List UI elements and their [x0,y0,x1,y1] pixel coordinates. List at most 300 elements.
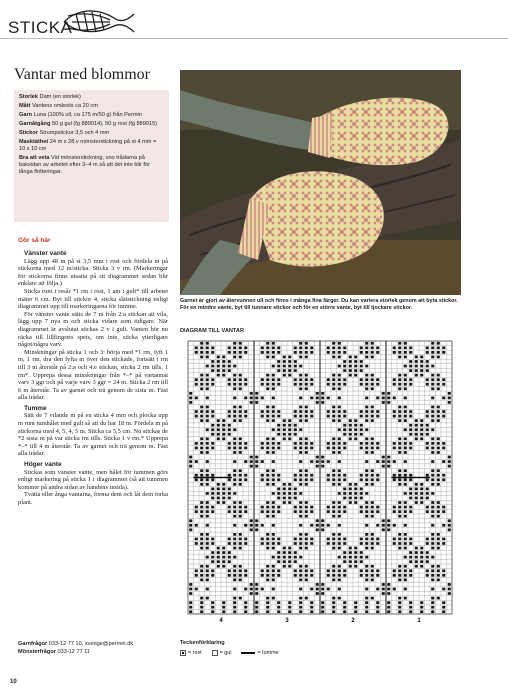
pattern-info-box [14,90,169,222]
chart-stitch-rost [272,374,275,377]
chart-stitch-rost [393,588,396,591]
chart-stitch-rost [365,346,368,349]
chart-stitch-rost [217,501,220,504]
chart-stitch-rost [404,478,407,481]
chart-stitch-rost [272,419,275,422]
chart-stitch-rost [420,360,423,363]
chart-stitch-rost [266,410,269,413]
chart-stitch-rost [305,410,308,413]
chart-stitch-rost [343,560,346,563]
chart-stitch-rost [343,569,346,572]
chart-stitch-rost [277,478,280,481]
chart-stitch-rost [360,369,363,372]
chart-stitch-rost [255,524,258,527]
chart-stitch-rost [272,378,275,381]
chart-stitch-rost [266,419,269,422]
chart-stitch-rost [382,392,385,395]
chart-stitch-rost [266,442,269,445]
chart-stitch-rost [409,556,412,559]
chart-stitch-rost [437,510,440,513]
chart-stitch-rost [211,560,214,563]
chart-stitch-rost [431,565,434,568]
chart-stitch-rost [437,579,440,582]
chart-stitch-rost [299,451,302,454]
chart-stitch-rost [426,478,429,481]
chart-stitch-rost [332,597,335,600]
chart-stitch-rost [393,378,396,381]
chart-stitch-rost [233,601,236,604]
chart-stitch-rost [387,601,390,604]
chart-stitch-rost [266,565,269,568]
chart-stitch-rost [277,442,280,445]
chart-stitch-rost [437,415,440,418]
chart-stitch-rost [332,569,335,572]
chart-stitch-rost [387,524,390,527]
chart-stitch-rost [365,342,368,345]
chart-stitch-rost [277,556,280,559]
chart-stitch-rost [288,610,291,613]
chart-stitch-rost [332,351,335,354]
chart-stitch-rost [332,406,335,409]
chart-stitch-rost [332,501,335,504]
chart-stitch-rost [305,565,308,568]
chart-stitch-rost [431,478,434,481]
chart-stitch-rost [299,597,302,600]
chart-stitch-rost [338,351,341,354]
chart-stitch-rost [217,556,220,559]
chart-stitch-rost [420,419,423,422]
chart-stitch-rost [222,433,225,436]
legend [180,648,289,658]
chart-stitch-rost [327,588,330,591]
chart-stitch-rost [266,356,269,359]
chart-stitch-rost [288,497,291,500]
chart-stitch-rost [283,424,286,427]
chart-stitch-rost [371,538,374,541]
chart-stitch-rost [261,524,264,527]
chart-stitch-rost [338,428,341,431]
chart-stitch-rost [233,419,236,422]
chart-stitch-rost [409,433,412,436]
chart-stitch-rost [206,356,209,359]
chart-stitch-rost [442,538,445,541]
chart-stitch-rost [321,601,324,604]
chart-stitch-rost [365,579,368,582]
chart-stitch-rost [255,397,258,400]
chart-stitch-rost [376,538,379,541]
chart-stitch-rost [398,601,401,604]
chart-stitch-rost [393,569,396,572]
chart-stitch-rost [233,501,236,504]
chart-stitch-rost [239,569,242,572]
chart-stitch-rost [206,342,209,345]
chart-stitch-rost [206,415,209,418]
chart-stitch-rost [266,469,269,472]
chart-stitch-rost [233,542,236,545]
chart-stitch-rost [360,424,363,427]
chart-stitch-rost [233,378,236,381]
chart-stitch-rost [222,374,225,377]
chart-stitch-rost [398,501,401,504]
chart-stitch-rost [338,510,341,513]
chart-stitch-rost [349,488,352,491]
chart-stitch-rost [431,542,434,545]
chart-stitch-rost [277,601,280,604]
chart-stitch-rost [277,378,280,381]
chart-stitch-rost [272,547,275,550]
chart-stitch-rost [371,474,374,477]
chart-stitch-rost [332,374,335,377]
chart-stitch-rost [211,424,214,427]
chart-stitch-rost [442,574,445,577]
chart-stitch-rost [305,351,308,354]
legend-title: Teckenförklaring [180,640,225,646]
chart-stitch-rost [305,378,308,381]
chart-stitch-rost [431,597,434,600]
chart-stitch-rost [349,565,352,568]
chart-stitch-rost [206,533,209,536]
chart-stitch-rost [321,397,324,400]
chart-stitch-rost [272,574,275,577]
chart-stitch-rost [206,547,209,550]
chart-stitch-rost [365,565,368,568]
chart-stitch-rost [431,356,434,359]
chart-stitch-rost [431,351,434,354]
chart-stitch-rost [294,542,297,545]
chart-stitch-rost [371,506,374,509]
chart-stitch-rost [343,542,346,545]
chart-stitch-rost [206,383,209,386]
chart-stitch-rost [338,574,341,577]
chart-stitch-rost [299,447,302,450]
chart-stitch-rost [420,610,423,613]
chart-stitch-rost [371,410,374,413]
info-stickor: Stickor Strumpstickor 3,5 och 4 mm [19,130,110,136]
chart-stitch-rost [299,565,302,568]
chart-stitch-rost [354,356,357,359]
chart-stitch-rost [211,433,214,436]
chart-stitch-rost [200,538,203,541]
chart-stitch-rost [294,447,297,450]
chart-stitch-rost [277,488,280,491]
chart-stitch-rost [437,474,440,477]
chart-stitch-rost [255,583,258,586]
chart-stitch-rost [233,428,236,431]
chart-stitch-rost [437,451,440,454]
chart-stitch-rost [266,378,269,381]
chart-stitch-rost [371,483,374,486]
chart-stitch-rost [437,597,440,600]
chart-stitch-rost [195,542,198,545]
chart-stitch-rost [327,542,330,545]
chart-stitch-rost [217,492,220,495]
chart-stitch-rost [343,346,346,349]
chart-stitch-rost [371,437,374,440]
chart-stitch-rost [200,351,203,354]
chart-stitch-rost [233,515,236,518]
chart-stitch-rost [365,506,368,509]
chart-stitch-rost [404,547,407,550]
chart-stitch-rost [404,597,407,600]
chart-stitch-rost [365,365,368,368]
chart-stitch-rost [206,588,209,591]
chart-stitch-rost [338,410,341,413]
chart-stitch-rost [387,592,390,595]
chart-stitch-rost [228,369,231,372]
chart-stitch-rost [316,528,319,531]
chart-stitch-rost [277,538,280,541]
chart-stitch-rost [382,592,385,595]
chart-stitch-rost [250,519,253,522]
chart-stitch-rost [305,579,308,582]
chart-stitch-rost [398,610,401,613]
chart-stitch-rost [299,483,302,486]
chart-stitch-rost [244,569,247,572]
chart-stitch-rost [426,365,429,368]
chart-stitch-rost [426,415,429,418]
chart-stitch-rost [387,528,390,531]
chart-stitch-rost [195,447,198,450]
chart-stitch-rost [426,424,429,427]
chart-stitch-rost [409,428,412,431]
chart-stitch-rost [409,606,412,609]
chart-stitch-rost [338,547,341,550]
chart-stitch-rost [371,378,374,381]
chart-stitch-rost [426,488,429,491]
chart-stitch-rost [283,556,286,559]
chart-stitch-rost [211,574,214,577]
chart-stitch-rost [299,506,302,509]
chart-stitch-rost [305,342,308,345]
chart-stitch-rost [382,465,385,468]
chart-stitch-rost [365,469,368,472]
mittens-photo [180,70,461,295]
chart-stitch-rost [233,383,236,386]
chart-stitch-rost [239,483,242,486]
chart-stitch-rost [228,478,231,481]
info-storlek: Storlek Dam (en storlek) [19,94,81,100]
chart-stitch-rost [200,451,203,454]
chart-stitch-rost [365,601,368,604]
chart-stitch-rost [420,601,423,604]
chart-stitch-rost [420,492,423,495]
chart-stitch-rost [261,397,264,400]
chart-stitch-rost [310,606,313,609]
chart-stitch-rost [343,415,346,418]
chart-stitch-rost [222,547,225,550]
chart-stitch-rost [283,374,286,377]
chart-stitch-rost [316,524,319,527]
right-mitten-heading: Höger vante [24,461,62,469]
chart-stitch-rost [398,437,401,440]
chart-stitch-rost [404,447,407,450]
chart-stitch-rost [404,419,407,422]
chart-stitch-rost [217,365,220,368]
chart-stitch-rost [222,606,225,609]
chart-stitch-rost [211,606,214,609]
chart-stitch-rost [343,447,346,450]
chart-stitch-rost [239,565,242,568]
chart-stitch-rost [299,406,302,409]
chart-stitch-rost [360,560,363,563]
chart-stitch-rost [266,374,269,377]
chart-stitch-rost [420,365,423,368]
chart-stitch-rost [420,488,423,491]
chart-stitch-rost [272,437,275,440]
chart-stitch-rost [200,374,203,377]
chart-stitch-rost [211,474,214,477]
chart-stitch-rost [409,351,412,354]
chart-stitch-rost [255,392,258,395]
chart-stitch-rost [288,483,291,486]
chart-stitch-rost [332,383,335,386]
chart-stitch-rost [206,569,209,572]
chart-stitch-rost [404,542,407,545]
chart-stitch-rost [327,447,330,450]
chart-stitch-rost [299,415,302,418]
chart-stitch-rost [409,569,412,572]
chart-stitch-rost [277,569,280,572]
chart-stitch-rost [288,551,291,554]
chart-stitch-rost [354,437,357,440]
chart-stitch-rost [233,478,236,481]
chart-stitch-rost [398,451,401,454]
chart-stitch-rost [431,610,434,613]
chart-stitch-rost [448,401,451,404]
chart-stitch-rost [420,433,423,436]
chart-stitch-rost [222,437,225,440]
chart-stitch-rost [189,524,192,527]
chart-stitch-rost [376,442,379,445]
chart-stitch-rost [387,606,390,609]
chart-stitch-rost [431,483,434,486]
chart-stitch-rost [420,556,423,559]
chart-stitch-rost [442,506,445,509]
chart-stitch-rost [365,442,368,445]
chart-stitch-rost [382,460,385,463]
chart-stitch-rost [332,346,335,349]
chart-stitch-rost [420,428,423,431]
chart-stitch-rost [305,387,308,390]
chart-stitch-rost [189,519,192,522]
chart-stitch-rost [349,551,352,554]
chart-stitch-rost [244,346,247,349]
chart-stitch-rost [239,356,242,359]
chart-stitch-rost [200,406,203,409]
chart-stitch-rost [365,588,368,591]
chart-stitch-rost [272,533,275,536]
chart-stitch-rost [343,606,346,609]
chart-stitch-rost [393,346,396,349]
chart-stitch-rost [354,369,357,372]
chart-stitch-rost [233,365,236,368]
chart-stitch-rost [222,492,225,495]
instructions-column [18,250,168,507]
chart-stitch-rost [299,469,302,472]
chart-stitch-rost [393,415,396,418]
chart-stitch-rost [228,538,231,541]
chart-stitch-rost [398,547,401,550]
chart-stitch-rost [404,451,407,454]
chart-stitch-rost [250,465,253,468]
chart-stitch-rost [261,346,264,349]
chart-stitch-rost [343,369,346,372]
knitting-chart-grid [180,337,461,637]
chart-stitch-rost [343,351,346,354]
chart-stitch-rost [431,474,434,477]
chart-stitch-rost [426,346,429,349]
chart-stitch-rost [404,387,407,390]
chart-stitch-rost [206,506,209,509]
chart-stitch-rost [217,356,220,359]
chart-stitch-rost [294,369,297,372]
chart-stitch-rost [310,610,313,613]
chart-stitch-rost [409,510,412,513]
chart-stitch-rost [200,547,203,550]
chart-stitch-rost [288,606,291,609]
chart-stitch-rost [448,519,451,522]
chart-stitch-rost [376,610,379,613]
chart-stitch-rost [343,442,346,445]
chart-stitch-rost [360,510,363,513]
chart-stitch-rost [365,447,368,450]
chart-stitch-rost [239,346,242,349]
chart-stitch-rost [332,442,335,445]
chart-stitch-rost [250,524,253,527]
chart-stitch-rost [310,588,313,591]
chart-stitch-rost [222,365,225,368]
chart-stitch-rost [195,378,198,381]
chart-stitch-rost [272,406,275,409]
chart-stitch-rost [288,374,291,377]
legend-item-gul: = gul [212,650,232,656]
chart-stitch-rost [343,574,346,577]
chart-stitch-rost [404,406,407,409]
chart-stitch-rost [338,346,341,349]
chart-stitch-rost [376,351,379,354]
chart-stitch-rost [272,506,275,509]
chart-stitch-rost [272,483,275,486]
chart-stitch-rost [332,606,335,609]
chart-stitch-rost [404,378,407,381]
chart-stitch-rost [365,451,368,454]
chart-stitch-rost [354,601,357,604]
chart-stitch-rost [321,456,324,459]
chart-stitch-rost [233,610,236,613]
chart-stitch-rost [239,437,242,440]
chart-stitch-rost [316,519,319,522]
chart-stitch-rost [365,538,368,541]
chart-stitch-rost [316,465,319,468]
chart-stitch-rost [233,506,236,509]
chart-stitch-rost [442,351,445,354]
chart-stitch-rost [255,519,258,522]
chart-stitch-rost [431,469,434,472]
chart-stitch-rost [211,569,214,572]
chart-stitch-rost [420,547,423,550]
chart-stitch-rost [338,565,341,568]
chart-stitch-rost [299,515,302,518]
page-header [0,0,508,40]
chart-stitch-rost [426,428,429,431]
chart-stitch-rost [343,497,346,500]
chart-stitch-rost [431,510,434,513]
chart-stitch-rost [217,424,220,427]
chart-stitch-rost [382,583,385,586]
chart-stitch-rost [448,588,451,591]
chart-stitch-rost [371,447,374,450]
chart-stitch-rost [228,542,231,545]
